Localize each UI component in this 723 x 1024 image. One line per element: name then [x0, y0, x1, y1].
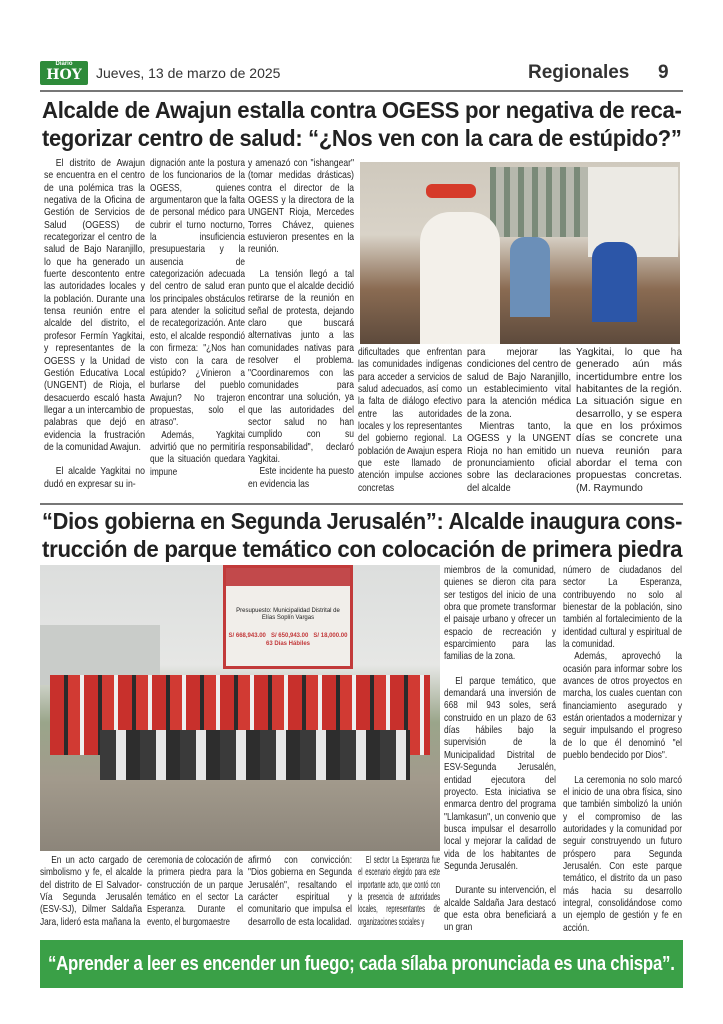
quote-text: “Aprender a leer es encender un fuego; cada sílaba pronunciada es una chispa”. [48, 952, 675, 975]
headline-line: tegorizar centro de salud: “¿Nos ven con la cara de estúpido?” [42, 125, 682, 151]
paragraph: miembros de la comunidad, quienes se dieron cita para ser testigos del inicio de una obra que promete transformar el paisaje urbano y ofrecer un espacio de recreación y esparcimiento para las familias de la zona. [444, 565, 556, 663]
section-title: Regionales [528, 62, 630, 83]
article2-headline [42, 507, 682, 563]
sign-amounts [226, 632, 350, 648]
paragraph: Mientras tanto, la OGESS y la UNGENT Rioja no han emitido un pronunciamiento oficial sobre las declaraciones del alcalde [467, 421, 571, 494]
issue-date: Jueves, 13 de marzo de 2025 [96, 65, 281, 81]
paragraph: La tensión llegó a tal punto que el alcalde decidió retirarse de la reunión en señal de protesta, dejando claro que buscará alternativas junto a las comunidades nativas para resolver el problema. "Coordinaremos con las comunidades para encontrar una solución, ya que las autoridades del sector salud no han cumplido con su responsabilidad", declaró Yagkitai. [248, 268, 354, 465]
paragraph: Yagkitai, lo que ha generado aún más incertidumbre entre los habitantes de la región. La situación sigue en desarrollo, y se espera que en los próximos días se concrete una nueva reunión para abordar el tema con propuestas concretas.(M. Raymundo [576, 347, 682, 494]
article1-column-3 [248, 158, 354, 498]
sign-amount: S/ 18,000.00 [313, 633, 348, 639]
article1-headline [42, 96, 682, 152]
person-official [510, 237, 550, 317]
paragraph: afirmó con convicción: "Dios gobierna en Segunda Jerusalén", resaltando el carácter espiritual y comunitario que impulsa el desarrollo de esta localidad. [248, 855, 352, 928]
sign-header [226, 568, 350, 586]
paragraph: ceremonia de colocación de la primera piedra para la construcción de un parque temático en el sector La Esperanza. Durante el evento, el burgomaestre [147, 855, 243, 928]
paragraph: y amenazó con "ishangear" (tomar medidas drásticas) contra el director de la OGESS y la directora de la UNGENT Rioja, Mercedes Torres Chávez, quienes estuvieron presentes en la reunión. [248, 158, 354, 256]
logo-small-text: Diario [55, 61, 73, 67]
person-mayor [420, 212, 500, 344]
page-number: 9 [658, 62, 669, 83]
logo-big-text: HOY [46, 67, 82, 83]
paragraph: Además, Yagkitai advirtió que no permitiría que la situación quedara impune [150, 429, 245, 478]
article2-column-3 [248, 855, 352, 937]
article1-column-1 [44, 158, 145, 498]
project-sign [223, 565, 353, 669]
window-bars [490, 167, 590, 237]
paragraph: dificultades que enfrentan las comunidades indígenas para acceder a servicios de salud adecuados, así como la falta de diálogo efectivo entre las autoridades locales y los representantes del gobierno regional. La población de Awajun espera que este llamado de atención impulse acciones concretas [358, 347, 462, 494]
paragraph: La ceremonia no solo marcó el inicio de una obra física, sino que también simbolizó la unión y el compromiso de las autoridades y la comunidad por seguir construyendo un futuro próspero para Segunda Jerusalén. Con este parque temático, el distrito da un paso más hacia su desarrollo integral, consolidándose como un ejemplo de gestión y fe en acción. [563, 774, 682, 934]
article2-photo [40, 565, 440, 851]
headdress [426, 184, 476, 198]
person-director [592, 242, 637, 322]
paragraph: Este incidente ha puesto en evidencia las [248, 466, 354, 490]
paragraph: El alcalde Yagkitai no dudó en expresar su in- [44, 466, 145, 490]
article2-column-5 [444, 565, 556, 937]
paragraph: para mejorar las condiciones del centro de salud de Bajo Naranjillo, un establecimiento vital para la atención médica de la zona. [467, 347, 571, 420]
paragraph: En un acto cargado de simbolismo y fe, el alcalde del distrito de El Salvador-Vía Segunda Jerusalén (ESV-SJ), Dilmer Saldaña Jara, lideró esta mañana la [40, 855, 142, 928]
article2-column-1 [40, 855, 142, 937]
paragraph: dignación ante la postura de los funcionarios de la OGESS, quienes argumentaron que la falta de personal médico para cubrir el turno nocturno, la insuficiencia presupuestaria y la ausencia de categorización adecuada del centro de salud eran los principales obstáculos para atender la solicitud de recategorización. Ante esto, el alcalde respondió con firmeza: "¿Nos han visto con la cara de estúpido? ¿Vinieron a burlarse del pueblo Awajun? No trajeron propuestas, solo el atraso". [150, 158, 245, 429]
header-divider [40, 90, 683, 92]
paragraph: El distrito de Awajun se encuentra en el centro de una polémica tras la negativa de la Oficina de Gestión de Servicios de Salud (OGESS) de recategorizar el centro de salud de Bajo Naranjillo, lo que ha generado un fuerte descontento entre las autoridades locales y la población. Durante una tensa reunión entre el alcalde del distrito, el profesor Fermín Yagkitai, y representantes de la OGESS y la Unidad de Gestión Educativa Local (UNGENT) de Rioja, el desacuerdo escaló hasta llegar a un intercambio de palabras que dejó en evidencia la frustración de la comunidad Awajun. [44, 158, 145, 453]
newspaper-logo [40, 61, 88, 85]
paragraph: El sector La Esperanza fue el escenario elegido para este importante acto, que contó con la presencia de autoridades locales, representantes de organizaciones sociales y [358, 855, 440, 928]
article-divider [40, 503, 683, 505]
sign-amount: S/ 650,943.00 [270, 633, 309, 639]
article1-photo [360, 162, 680, 344]
article1-column-2 [150, 158, 245, 498]
article1-column-5 [467, 347, 571, 499]
article1-column-6 [576, 347, 682, 499]
paragraph: número de ciudadanos del sector La Esperanza, contribuyendo no solo al bienestar de la población, sino también al fortalecimiento de la identidad cultural y espiritual de la comunidad. [563, 565, 682, 651]
sign-text: Presupuesto: Municipalidad Distrital de Elías Soplín Vargas [236, 608, 340, 621]
paragraph: El parque temático, que demandará una inversión de 668 mil 943 soles, será construido en un plazo de 63 días hábiles bajo la supervisión de la Municipalidad Distrital de ESV-Segunda Jerusalén, entidad ejecutora del proyecto. Esta iniciativa se enmarca dentro del programa "Llamkasun", un convenio que busca impulsar el desarrollo local y mejorar la calidad de vida de los habitantes de Segunda Jerusalén. [444, 675, 556, 872]
article1-column-4 [358, 347, 462, 499]
article2-column-2 [147, 855, 243, 937]
quote-banner [40, 940, 683, 988]
paragraph: Además, aprovechó la ocasión para informar sobre los avances de otros proyectos en marcha, los cuales cuentan con financiamiento asegurado y están orientados a modernizar y seguir impulsando el progreso de lo que él denominó "el pueblo bendecido por Dios". [563, 651, 682, 762]
headline-line: trucción de parque temático con colocación de primera piedra [42, 536, 683, 562]
headline-line: Alcalde de Awajun estalla contra OGESS por negativa de reca- [42, 97, 682, 123]
front-row-people [100, 730, 410, 780]
sign-amount: 63 Días Hábiles [265, 641, 311, 647]
sign-amount: S/ 668,943.00 [228, 633, 266, 639]
paragraph: Durante su intervención, el alcalde Saldaña Jara destacó que esta obra beneficiará a un gran [444, 885, 556, 934]
headline-line: “Dios gobierna en Segunda Jerusalén”: Alcalde inaugura cons- [42, 508, 683, 534]
article2-column-4 [358, 855, 440, 937]
article2-column-6 [563, 565, 682, 937]
